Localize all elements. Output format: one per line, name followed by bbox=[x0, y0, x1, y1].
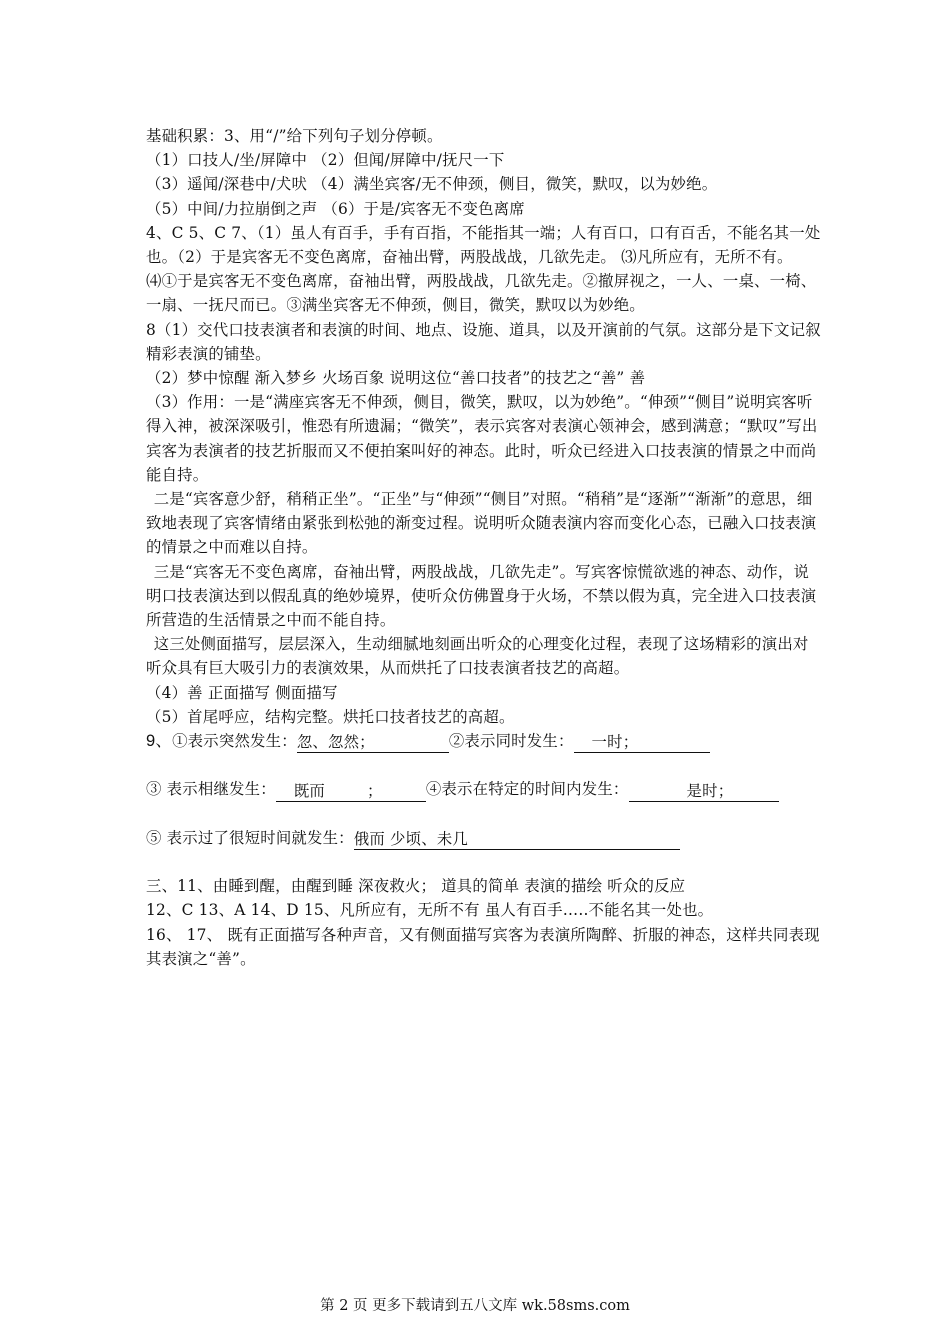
answer-8-2: （2）梦中惊醒 渐入梦乡 火场百象 说明这位“善口技者”的技艺之“善” 善 bbox=[146, 369, 646, 388]
q9-short-time-label: ⑤ 表示过了很短时间就发生： bbox=[146, 828, 354, 847]
pause-answers-1-2: （1）口技人/坐/屏障中 （2）但闻/屏障中/抚尺一下 bbox=[146, 151, 505, 170]
page-footer: 第 2 页 更多下载请到五八文库 wk.58sms.com bbox=[320, 1298, 630, 1314]
answers-12-to-15: 12、C 13、A 14、D 15、凡所应有，无所不有 虽人有百手…..不能名其一处也。 bbox=[146, 901, 714, 920]
answer-8-4: （4）善 正面描写 侧面描写 bbox=[146, 683, 338, 702]
q9-row-1 bbox=[146, 729, 822, 753]
q9-sudden-answer: 忽、忽然； bbox=[297, 733, 449, 753]
q9-successive-separator: ； bbox=[367, 781, 383, 800]
answers-4-to-7: 4、C 5、C 7、（1）虽人有百手，手有百指，不能指其一端；人有百口，口有百舌，不能名其一处也。（2）于是宾客无不变色离席，奋袖出臂，两股战战，几欲先走。 ⑶凡所应有，无所不有。 ⑷①于是宾客无不变色离席，奋袖出臂，两股战战，几欲先走。②撤屏视之，一人、一桌、一椅、一扇、一抚尺而已。③满坐宾客无不伸颈，侧目，微笑，默叹以为妙绝。 bbox=[146, 223, 821, 315]
answer-8-3-second: 二是“宾客意少舒，稍稍正坐”。“正坐”与“伸颈”“侧目”对照。“稍稍”是“逐渐”“渐渐”的意思，细致地表现了宾客情绪由紧张到松弛的渐变过程。说明听众随表演内容而变化心态，已融入口技表演的情景之中而难以自持。 bbox=[146, 490, 817, 557]
q9-successive-answer: 既而 bbox=[293, 781, 326, 800]
q9-simultaneous-answer: 一时； bbox=[574, 733, 710, 753]
answers-16-17: 16、 17、 既有正面描写各种声音，又有侧面描写宾客为表演所陶醉、折服的神态，这样共同表现其表演之“善”。 bbox=[146, 925, 820, 968]
answer-8-3-summary: 这三处侧面描写，层层深入，生动细腻地刻画出听众的心理变化过程，表现了这场精彩的演出对听众具有巨大吸引力的表演效果，从而烘托了口技表演者技艺的高超。 bbox=[146, 635, 809, 678]
answer-8-3-first: （3）作用：一是“满座宾客无不伸颈，侧目，微笑，默叹，以为妙绝”。“伸颈”“侧目”说明宾客听得入神，被深深吸引，惟恐有所遗漏；“微笑”，表示宾客对表演心领神会，感到满意；“默叹”写出宾客为表演者的技艺折服而又不便拍案叫好的神态。此时，听众已经进入口技表演的情景之中而尚能自持。 bbox=[146, 393, 818, 484]
q9-successive-label: ③ 表示相继发生： bbox=[146, 780, 276, 799]
q9-simultaneous-label: ②表示同时发生： bbox=[448, 732, 574, 751]
q9-number: 9、 bbox=[146, 732, 173, 751]
q9-row-2 bbox=[146, 777, 822, 801]
q9-sudden-label: ①表示突然发生： bbox=[172, 732, 297, 751]
answer-content bbox=[146, 124, 822, 971]
section-basic-accumulation: 基础积累：3、用“/”给下列句子划分停顿。 bbox=[146, 127, 443, 145]
pause-answers-3-4: （3）遥闻/深巷中/犬吠 （4）满坐宾客/无不伸颈，侧目，微笑，默叹，以为妙绝。 bbox=[146, 175, 718, 194]
answer-8-1: 8（1）交代口技表演者和表演的时间、地点、设施、道具，以及开演前的气氛。这部分是下文记叙精彩表演的铺垫。 bbox=[146, 320, 821, 363]
q9-short-time-answer: 俄而 少顷、未几 bbox=[354, 830, 680, 850]
answer-8-5: （5）首尾呼应，结构完整。烘托口技者技艺的高超。 bbox=[146, 707, 515, 726]
answer-8-3-third: 三是“宾客无不变色离席，奋袖出臂，两股战战，几欲先走”。写宾客惊慌欲逃的神态、动作，说明口技表演达到以假乱真的绝妙境界，使听众仿佛置身于火场，不禁以假为真，完全进入口技表演所营造的生活情景之中而不能自持。 bbox=[146, 562, 817, 630]
q9-row-3 bbox=[146, 826, 822, 850]
pause-answers-5-6: （5）中间/力拉崩倒之声 （6）于是/宾客无不变色离席 bbox=[146, 199, 525, 218]
q9-specific-time-label: ④表示在特定的时间内发生： bbox=[425, 780, 629, 799]
answer-section-3: 三、11、由睡到醒，由醒到睡 深夜救火； 道具的简单 表演的描绘 听众的反应 bbox=[146, 877, 686, 896]
q9-specific-time-answer: 是时； bbox=[629, 782, 779, 802]
q9-successive-answer-wrap bbox=[276, 782, 426, 802]
